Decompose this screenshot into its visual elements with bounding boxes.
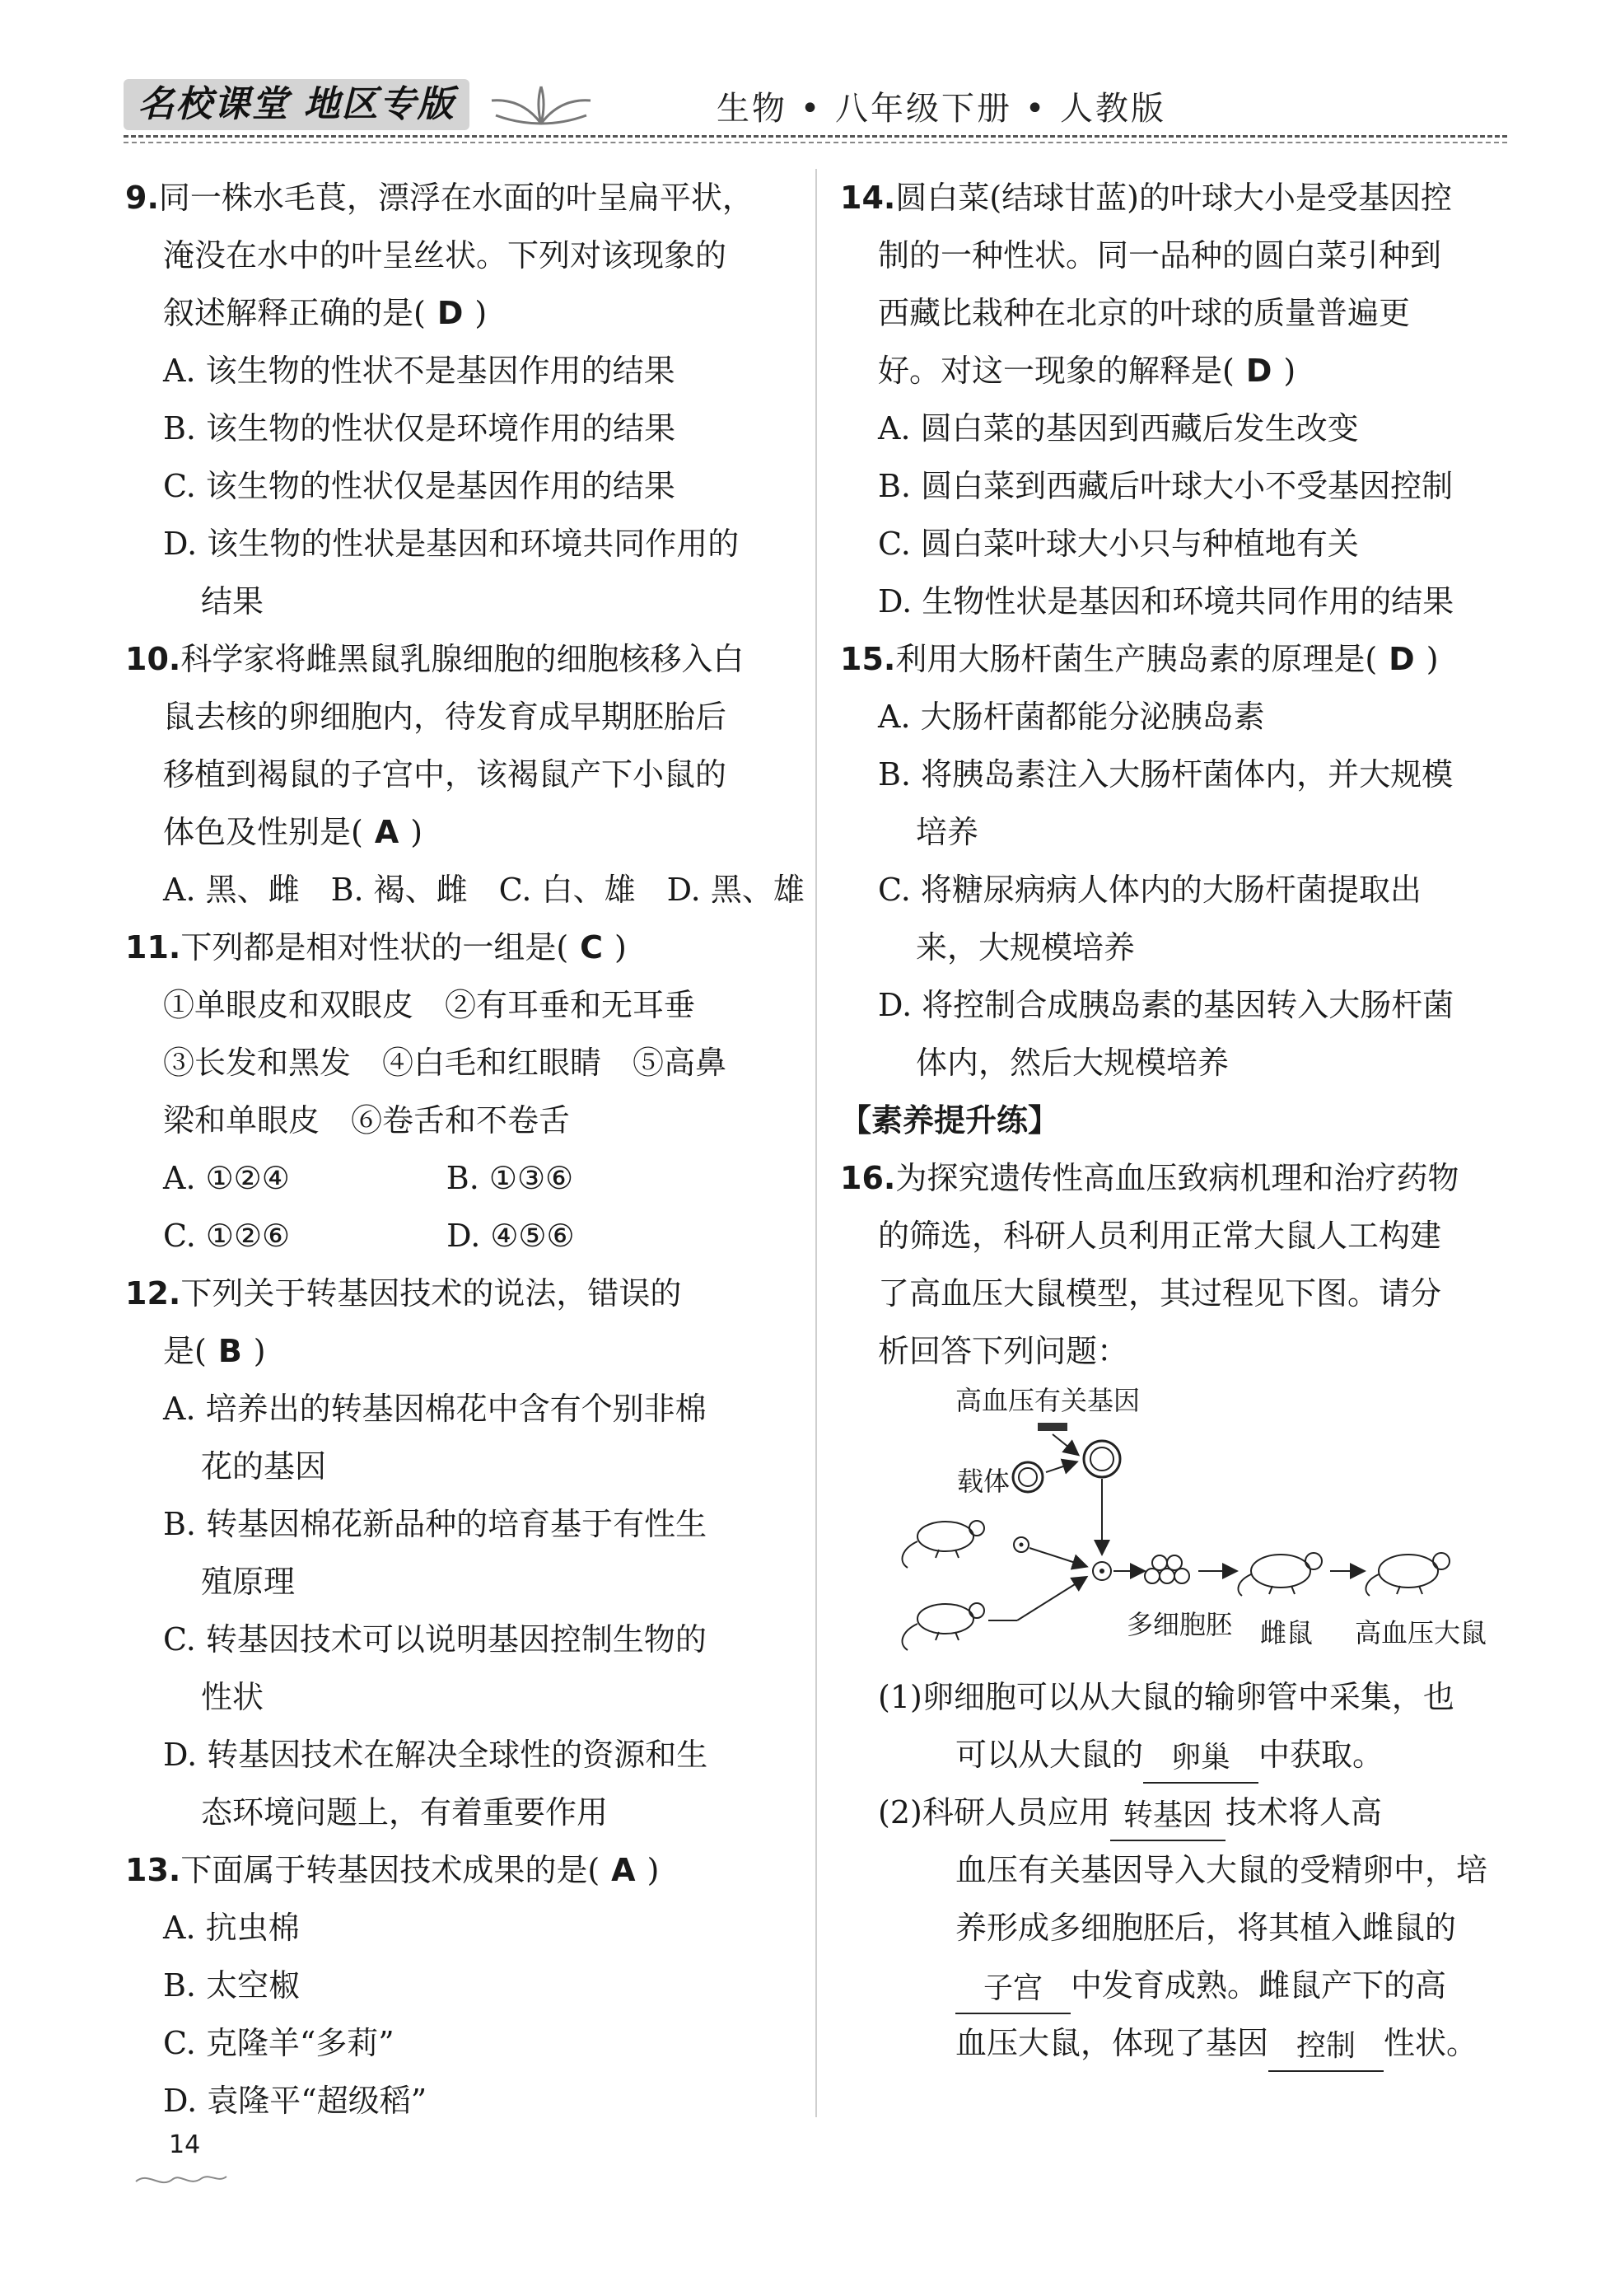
rat-icon	[903, 1603, 984, 1650]
text-line	[125, 1438, 784, 1495]
text-line	[840, 284, 1499, 342]
line-text-tail: )	[474, 295, 488, 331]
line-text-tail: )	[647, 1852, 660, 1888]
line-text: 西藏比栽种在北京的叶球的质量普遍更	[878, 295, 1411, 331]
text-line	[125, 1322, 784, 1380]
answer-choice: D	[1245, 353, 1272, 389]
line-text: C. 将糖尿病病人体内的大肠杆菌提取出	[878, 872, 1422, 908]
line-text: B. 转基因棉花新品种的培育基于有性生	[163, 1506, 707, 1542]
line-text-tail: )	[253, 1333, 266, 1369]
answer-choice: A	[611, 1852, 636, 1888]
line-text: C. 转基因技术可以说明基因控制生物的	[163, 1621, 707, 1658]
text-line	[840, 976, 1499, 1034]
line-text: D. 该生物的性状是基因和环境共同作用的	[163, 526, 740, 562]
line-text: C. ①②⑥ D. ④⑤⑥	[163, 1218, 575, 1254]
text-line	[840, 803, 1499, 861]
embryo-icon	[1145, 1555, 1189, 1583]
line-text: B. 将胰岛素注入大肠杆菌体内，并大规模	[878, 756, 1454, 793]
line-text: 培养	[916, 814, 979, 850]
line-text: 花的基因	[201, 1448, 327, 1485]
line-text-tail: 中获取。	[1258, 1737, 1384, 1773]
line-text: B. 太空椒	[163, 1967, 301, 2004]
line-text: 养形成多细胞胚后，将其植入雌鼠的	[955, 1910, 1457, 1946]
line-text-tail: 中发育成熟。雌鼠产下的高	[1071, 1967, 1447, 2004]
line-text: 淹没在水中的叶呈丝状。下列对该现象的	[163, 237, 727, 274]
swirl-ornament-icon	[132, 2167, 231, 2191]
fill-in-blank: 卵巢	[1143, 1734, 1258, 1784]
text-line	[840, 1841, 1499, 1899]
question-line	[125, 1841, 784, 1899]
question-line	[125, 1265, 784, 1322]
line-text: 态环境问题上，有着重要作用	[201, 1794, 609, 1831]
question-number: 15.	[840, 641, 896, 677]
embryo-label: 多细胞胚	[1127, 1609, 1233, 1640]
line-text: 下面属于转基因技术成果的是(	[180, 1852, 600, 1888]
question-number: 16.	[840, 1160, 896, 1196]
text-line	[125, 1668, 784, 1726]
page-number: 14	[169, 2130, 201, 2159]
text-line	[125, 1726, 784, 1784]
text-line	[840, 1899, 1499, 1957]
text-line	[125, 1611, 784, 1668]
text-line	[840, 1668, 1499, 1726]
text-line	[840, 342, 1499, 400]
line-text: A. 该生物的性状不是基因作用的结果	[163, 353, 675, 389]
text-line	[840, 1207, 1499, 1265]
line-text: 好。对这一现象的解释是(	[878, 353, 1235, 389]
fill-in-blank: 转基因	[1110, 1792, 1226, 1841]
gene-label: 高血压有关基因	[955, 1385, 1141, 1416]
line-text: 来，大规模培养	[916, 929, 1136, 966]
text-line	[125, 1784, 784, 1841]
question-number: 11.	[125, 929, 181, 966]
line-text: D. 生物性状是基因和环境共同作用的结果	[878, 583, 1454, 620]
line-text: A. 圆白菜的基因到西藏后发生改变	[878, 410, 1359, 447]
text-line	[125, 861, 805, 919]
text-line	[125, 227, 784, 284]
hypertensive-rat-icon	[1366, 1553, 1450, 1596]
text-line	[125, 2072, 784, 2130]
text-line	[840, 1265, 1499, 1322]
question-number: 13.	[125, 1852, 181, 1888]
line-text: 圆白菜(结球甘蓝)的叶球大小是受基因控	[895, 180, 1452, 216]
text-line	[125, 1495, 784, 1553]
line-text: D. 将控制合成胰岛素的基因转入大肠杆菌	[878, 987, 1454, 1023]
answer-choice: B	[217, 1333, 242, 1369]
line-text: 体内，然后大规模培养	[916, 1045, 1230, 1081]
text-line	[125, 1207, 784, 1265]
female-rat-icon	[1238, 1553, 1322, 1596]
line-text-tail: )	[614, 929, 627, 966]
fill-in-blank: 控制	[1268, 2022, 1384, 2072]
line-text: A. 黑、雌 B. 褐、雌 C. 白、雄 D. 黑、雄	[163, 872, 805, 908]
text-line	[125, 400, 784, 457]
line-text-tail: )	[1426, 641, 1439, 677]
line-text: 下列关于转基因技术的说法，错误的	[180, 1275, 682, 1312]
line-text: 移植到褐鼠的子宫中，该褐鼠产下小鼠的	[163, 756, 727, 793]
line-text: 性状	[201, 1679, 264, 1715]
text-line	[840, 861, 1499, 919]
text-line	[125, 1553, 784, 1611]
line-text: 制的一种性状。同一品种的圆白菜引种到	[878, 237, 1442, 274]
line-text: 的筛选，科研人员利用正常大鼠人工构建	[878, 1218, 1442, 1254]
line-text: D. 转基因技术在解决全球性的资源和生	[163, 1737, 708, 1773]
left-column	[125, 169, 805, 2130]
line-text: A. ①②④ B. ①③⑥	[163, 1160, 574, 1196]
line-text: 血压有关基因导入大鼠的受精卵中，培	[955, 1852, 1488, 1888]
line-text: 血压大鼠，体现了基因	[955, 2025, 1269, 2061]
line-text: B. 圆白菜到西藏后叶球大小不受基因控制	[878, 468, 1454, 504]
line-text-tail: 技术将人高	[1225, 1794, 1382, 1831]
line-text: 梁和单眼皮 ⑥卷舌和不卷舌	[163, 1102, 571, 1139]
recombinant-plasmid-icon	[1084, 1441, 1120, 1477]
line-text: 同一株水毛茛，漂浮在水面的叶呈扁平状，	[158, 180, 754, 216]
text-line	[125, 284, 784, 342]
text-line	[840, 1957, 1499, 2014]
right-column	[840, 169, 1499, 2072]
line-text: 可以从大鼠的	[955, 1737, 1144, 1773]
line-text: C. 该生物的性状仅是基因作用的结果	[163, 468, 675, 504]
text-line	[125, 457, 784, 515]
hypertensive-rat-label: 高血压大鼠	[1355, 1617, 1487, 1648]
line-text: 科学家将雌黑鼠乳腺细胞的细胞核移入白	[180, 641, 745, 677]
text-line	[125, 1899, 784, 1957]
text-line	[840, 227, 1499, 284]
flower-ornament-icon	[479, 82, 603, 132]
line-text: 结果	[201, 583, 264, 620]
question-number: 10.	[125, 641, 181, 677]
line-text: C. 克隆羊“多莉”	[163, 2025, 394, 2061]
text-line	[125, 976, 784, 1034]
line-text: 析回答下列问题：	[878, 1333, 1129, 1369]
question-number: 9.	[125, 180, 159, 216]
text-line	[840, 746, 1499, 803]
line-text: 了高血压大鼠模型，其过程见下图。请分	[878, 1275, 1442, 1312]
line-text: (2)科研人员应用	[878, 1794, 1110, 1831]
brand-banner: 名校课堂 地区专版	[124, 79, 469, 130]
line-text: ③长发和黑发 ④白毛和红眼睛 ⑤高鼻	[163, 1045, 727, 1081]
line-text: 【素养提升练】	[840, 1102, 1060, 1139]
rat-icon	[903, 1521, 984, 1568]
question-number: 14.	[840, 180, 896, 216]
column-divider	[815, 169, 817, 2117]
text-line	[840, 1034, 1499, 1092]
text-line	[840, 2014, 1499, 2072]
fill-in-blank: 子宫	[955, 1965, 1071, 2014]
plasmid-icon	[1013, 1462, 1043, 1492]
text-line	[840, 400, 1499, 457]
line-text: D. 袁隆平“超级稻”	[163, 2083, 427, 2119]
text-line	[125, 1092, 784, 1149]
text-line	[840, 1784, 1499, 1841]
transgenic-rat-diagram	[898, 1380, 1499, 1668]
text-line	[840, 515, 1499, 573]
line-text-tail: )	[1283, 353, 1296, 389]
header-rule	[124, 135, 1507, 138]
line-text-tail: )	[410, 814, 423, 850]
text-line	[840, 919, 1499, 976]
line-text: 殖原理	[201, 1564, 296, 1600]
text-line	[840, 1322, 1499, 1380]
text-line	[125, 1034, 784, 1092]
line-text: A. 培养出的转基因棉花中含有个别非棉	[163, 1391, 707, 1427]
line-text: 是(	[163, 1333, 207, 1369]
line-text-tail: 性状。	[1384, 2025, 1478, 2061]
line-text: 利用大肠杆菌生产胰岛素的原理是(	[895, 641, 1378, 677]
text-line	[840, 573, 1499, 630]
text-line	[125, 1957, 784, 2014]
answer-choice: D	[437, 295, 464, 331]
text-line	[125, 2014, 784, 2072]
line-text: 鼠去核的卵细胞内，待发育成早期胚胎后	[163, 699, 727, 735]
text-line	[125, 342, 784, 400]
text-line	[125, 573, 784, 630]
answer-choice: C	[580, 929, 604, 966]
line-text: 下列都是相对性状的一组是(	[180, 929, 569, 966]
answer-choice: D	[1389, 641, 1415, 677]
line-text: 叙述解释正确的是(	[163, 295, 426, 331]
text-line	[125, 1380, 784, 1438]
question-line	[840, 630, 1499, 688]
line-text: ①单眼皮和双眼皮 ②有耳垂和无耳垂	[163, 987, 696, 1023]
text-line	[125, 803, 784, 861]
question-line	[840, 1149, 1499, 1207]
vector-label: 载体	[957, 1466, 1011, 1497]
section-title	[840, 1092, 1499, 1149]
question-line	[125, 169, 784, 227]
line-text: A. 抗虫棉	[163, 1910, 300, 1946]
question-line	[125, 630, 784, 688]
line-text: (1)卵细胞可以从大鼠的输卵管中采集，也	[878, 1679, 1454, 1715]
female-rat-label: 雌鼠	[1260, 1617, 1314, 1648]
header-rule	[124, 142, 1507, 143]
text-line	[840, 688, 1499, 746]
text-line	[125, 1149, 784, 1207]
gene-segment-icon	[1038, 1423, 1067, 1431]
question-number: 12.	[125, 1275, 181, 1312]
answer-choice: A	[374, 814, 399, 850]
question-line	[840, 169, 1499, 227]
text-line	[840, 1726, 1499, 1784]
line-text: 为探究遗传性高血压致病机理和治疗药物	[895, 1160, 1459, 1196]
line-text: C. 圆白菜叶球大小只与种植地有关	[878, 526, 1359, 562]
line-text: A. 大肠杆菌都能分泌胰岛素	[878, 699, 1265, 735]
text-line	[125, 746, 784, 803]
text-line	[125, 688, 784, 746]
line-text: B. 该生物的性状仅是环境作用的结果	[163, 410, 676, 447]
line-text: 体色及性别是(	[163, 814, 363, 850]
text-line	[125, 515, 784, 573]
page-header	[124, 79, 1507, 142]
question-line	[125, 919, 784, 976]
text-line	[840, 457, 1499, 515]
subject-title: 生物 • 八年级下册 • 人教版	[717, 90, 1167, 128]
